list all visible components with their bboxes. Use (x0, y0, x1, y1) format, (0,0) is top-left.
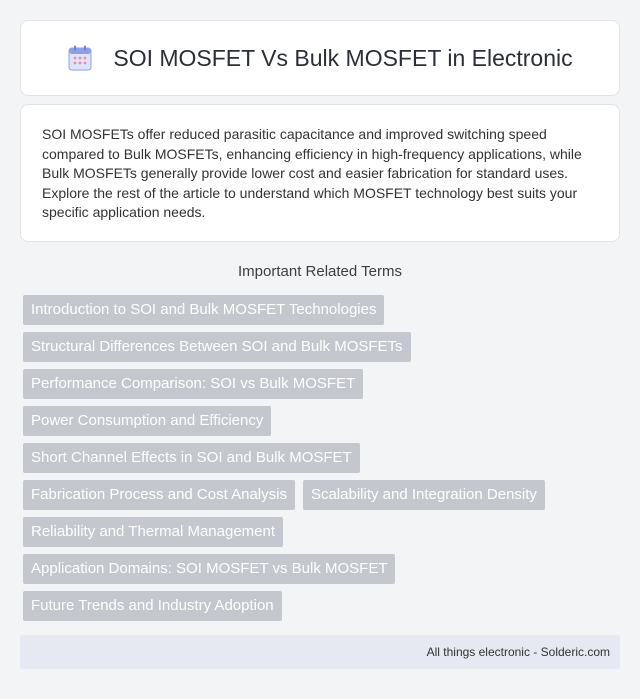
related-term-tag[interactable]: Fabrication Process and Cost Analysis (23, 480, 295, 510)
intro-paragraph: SOI MOSFETs offer reduced parasitic capacitance and improved switching speed compared to Bulk MOSFETs, enhancing efficiency in high-frequency applications, while Bulk MOSFETs generally provide lower cost and easier fabrication for standard uses. Explore the rest of the article to understand which MOSFET technology best suits your specific application needs. (42, 126, 582, 220)
related-term-tag[interactable]: Scalability and Integration Density (303, 480, 545, 510)
related-term-tag[interactable]: Performance Comparison: SOI vs Bulk MOSFET (23, 369, 363, 399)
related-term-tag[interactable]: Future Trends and Industry Adoption (23, 591, 282, 621)
page-title: SOI MOSFET Vs Bulk MOSFET in Electronic (113, 44, 573, 71)
calendar-grid-icon (67, 45, 93, 71)
related-term-tag[interactable]: Short Channel Effects in SOI and Bulk MOSFET (23, 443, 360, 473)
header-card (20, 20, 620, 96)
related-terms-list (23, 295, 613, 621)
footer-credit: All things electronic - Solderic.com (426, 645, 610, 659)
intro-card (20, 104, 620, 242)
related-term-tag[interactable]: Introduction to SOI and Bulk MOSFET Technologies (23, 295, 384, 325)
related-term-tag[interactable]: Reliability and Thermal Management (23, 517, 283, 547)
related-term-tag[interactable]: Application Domains: SOI MOSFET vs Bulk MOSFET (23, 554, 395, 584)
related-terms-heading: Important Related Terms (238, 263, 402, 280)
related-term-tag[interactable]: Structural Differences Between SOI and Bulk MOSFETs (23, 332, 411, 362)
footer (20, 635, 620, 669)
related-term-tag[interactable]: Power Consumption and Efficiency (23, 406, 271, 436)
